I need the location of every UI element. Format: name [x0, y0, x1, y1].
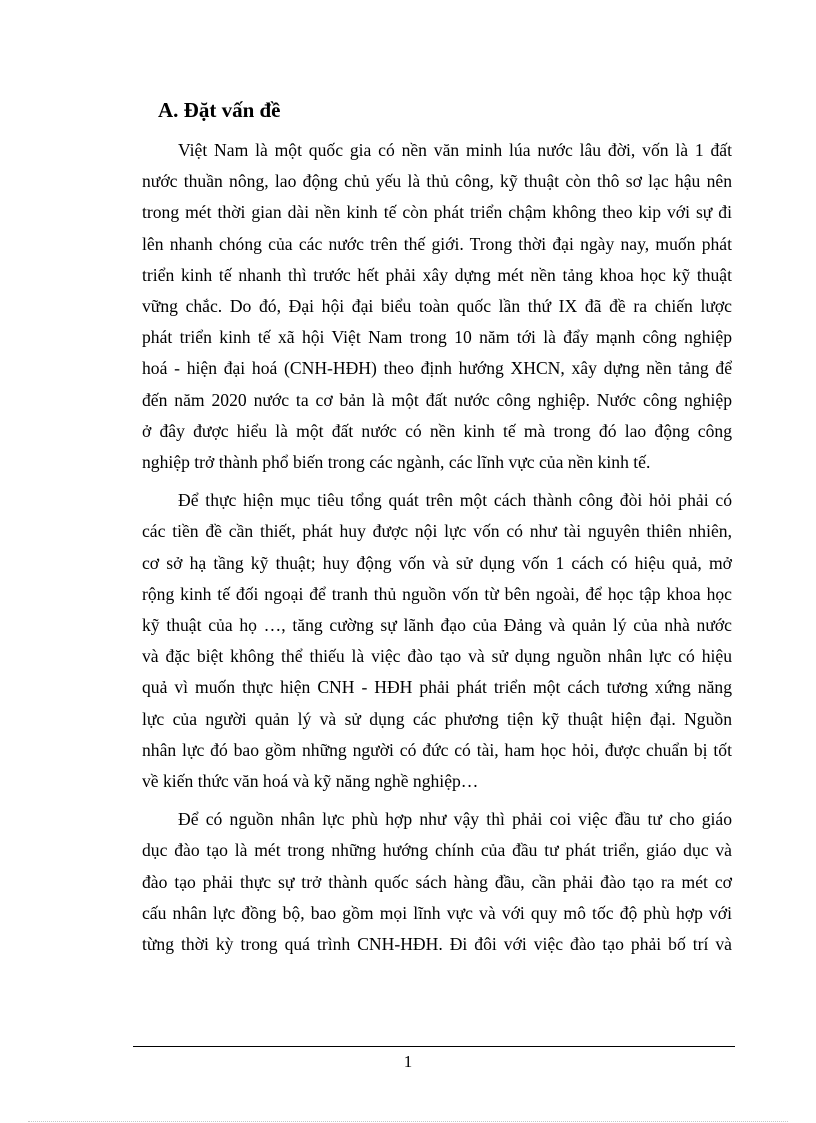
- paragraph-1: [142, 135, 732, 478]
- text-line: nước thuần nông, lao động chủ yếu là thủ công, kỹ thuật còn thô sơ lạc hậu nên: [142, 171, 732, 192]
- page-number: 1: [403, 1052, 413, 1071]
- text-line: nghiệp trở thành phổ biến trong các ngành, các lĩnh vực của nền kinh tế.: [142, 452, 651, 473]
- text-line: nhân lực đó bao gồm những người có đức có tài, ham học hỏi, được chuẩn bị tốt: [142, 739, 732, 760]
- footer-divider: [133, 1046, 735, 1047]
- text-line: các tiền đề cần thiết, phát huy được nội lực vốn có như tài nguyên thiên nhiên,: [142, 521, 732, 542]
- text-line: hoá - hiện đại hoá (CNH-HĐH) theo định hướng XHCN, xây dựng nền tảng để: [142, 358, 732, 379]
- text-line: kỹ thuật của họ …, tăng cường sự lãnh đạo của Đảng và quản lý của nhà nước: [142, 615, 732, 636]
- paragraph-3: [142, 804, 732, 960]
- text-line: Để có nguồn nhân lực phù hợp như vậy thì phải coi việc đầu tư cho giáo: [178, 809, 732, 830]
- text-line: vững chắc. Do đó, Đại hội đại biểu toàn quốc lần thứ IX đã đề ra chiến lược: [142, 296, 732, 317]
- paragraph-2: [142, 485, 732, 797]
- text-line: triển kinh tế nhanh thì trước hết phải xây dựng mét nền tảng khoa học kỹ thuật: [142, 264, 732, 285]
- text-line: quả vì muốn thực hiện CNH - HĐH phải phát triển một cách tương xứng năng: [142, 677, 732, 698]
- text-line: trong mét thời gian dài nền kinh tế còn phát triển chậm không theo kip với sự đi: [142, 202, 732, 223]
- text-line: đào tạo phải thực sự trở thành quốc sách hàng đầu, cần phải đào tạo ra mét cơ: [142, 871, 732, 892]
- text-line: lực của người quản lý và sử dụng các phương tiện kỹ thuật hiện đại. Nguồn: [142, 708, 732, 729]
- text-line: cấu nhân lực đồng bộ, bao gồm mọi lĩnh vực và với quy mô tốc độ phù hợp với: [142, 902, 732, 923]
- page-bottom-dotted-border: [28, 1121, 788, 1122]
- text-line: và đặc biệt không thể thiếu là việc đào tạo và sử dụng nguồn nhân lực có hiệu: [142, 646, 732, 667]
- text-line: cơ sở hạ tầng kỹ thuật; huy động vốn và sử dụng vốn 1 cách có hiệu quả, mở: [142, 552, 732, 573]
- text-line: Việt Nam là một quốc gia có nền văn minh lúa nước lâu đời, vốn là 1 đất: [178, 140, 732, 160]
- text-line: về kiến thức văn hoá và kỹ năng nghề nghiệp…: [142, 771, 479, 792]
- text-line: lên nhanh chóng của các nước trên thế giới. Trong thời đại ngày nay, muốn phát: [142, 233, 732, 254]
- text-line: phát triển kinh tế xã hội Việt Nam trong 10 năm tới là đẩy mạnh công nghiệp: [142, 327, 732, 348]
- text-line: ở đây được hiểu là một đất nước có nền kinh tế mà trong đó lao động công: [142, 420, 732, 441]
- text-line: dục đào tạo là mét trong những hướng chính của đầu tư phát triển, giáo dục và: [142, 840, 732, 861]
- text-line: đến năm 2020 nước ta cơ bản là một đất nước công nghiệp. Nước công nghiệp: [142, 389, 732, 410]
- text-line: Để thực hiện mục tiêu tổng quát trên một cách thành công đòi hỏi phải có: [178, 490, 732, 511]
- text-line: rộng kinh tế đối ngoại để tranh thủ nguồn vốn từ bên ngoài, để học tập khoa học: [142, 583, 732, 604]
- text-line: từng thời kỳ trong quá trình CNH-HĐH. Đi đôi với việc đào tạo phải bố trí và: [142, 934, 732, 955]
- body-text: [142, 135, 732, 967]
- section-heading: A. Đặt vấn đề: [158, 98, 281, 122]
